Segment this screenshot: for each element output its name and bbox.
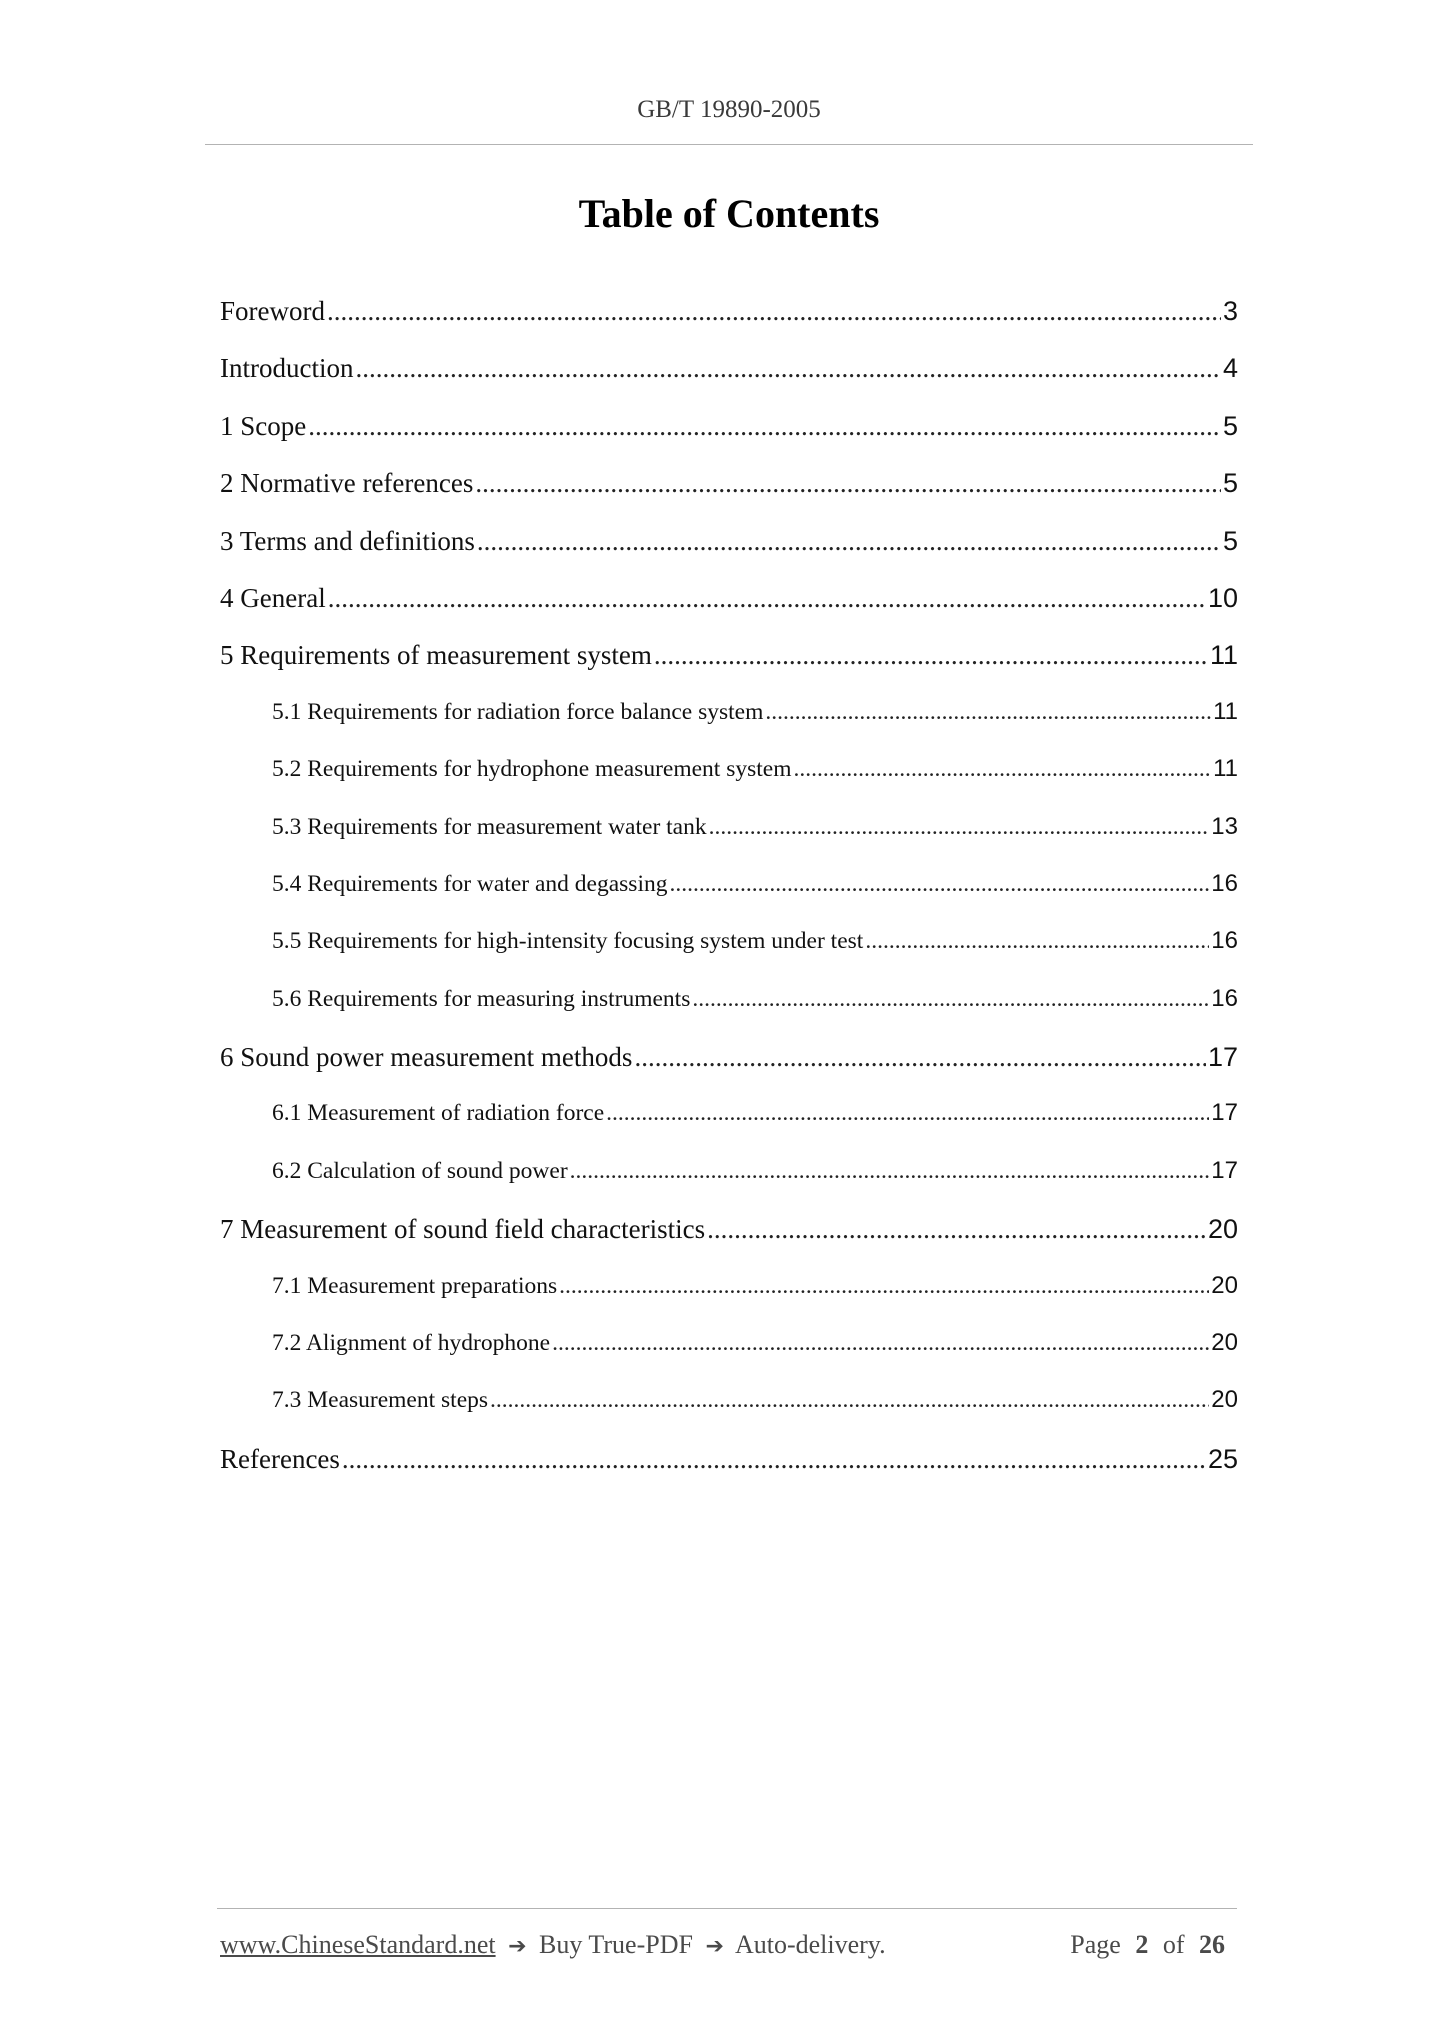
dot-leader [570, 1158, 1210, 1185]
toc-entry-title[interactable]: 7.2 Alignment of hydrophone [272, 1330, 551, 1357]
toc-entry-title[interactable]: 5.6 Requirements for measuring instruments [272, 985, 691, 1012]
toc-entry[interactable] [220, 698, 1238, 755]
toc-entry-page: 20 [1211, 1386, 1238, 1414]
toc-entry-page: 17 [1211, 1099, 1238, 1127]
dot-leader [552, 1330, 1209, 1357]
toc-entry-title[interactable]: 4 General [220, 582, 326, 613]
toc-entry-page: 5 [1222, 525, 1238, 556]
toc-entry-title[interactable]: 3 Terms and definitions [220, 525, 475, 556]
header-divider [205, 144, 1253, 145]
toc-entry[interactable] [220, 296, 1238, 353]
toc-entry[interactable] [220, 1214, 1238, 1271]
website-link[interactable]: www.ChineseStandard.net [220, 1930, 496, 1959]
dot-leader [654, 640, 1208, 671]
dot-leader [634, 1042, 1206, 1073]
dot-leader [355, 353, 1220, 384]
toc-entry[interactable] [220, 526, 1238, 583]
toc-entry[interactable] [220, 411, 1238, 468]
toc-entry-page: 16 [1211, 927, 1238, 955]
toc-entry-page: 11 [1209, 640, 1238, 671]
toc-entry[interactable] [220, 468, 1238, 525]
toc-entry-page: 16 [1211, 869, 1238, 897]
toc-entry-page: 17 [1211, 1156, 1238, 1184]
toc-entry[interactable] [220, 1329, 1238, 1386]
toc-entry[interactable] [220, 985, 1238, 1042]
toc-entry-title[interactable]: 2 Normative references [220, 468, 474, 499]
toc-entry-title[interactable]: 6.2 Calculation of sound power [272, 1157, 568, 1184]
dot-leader [475, 468, 1221, 499]
toc-entry-page: 16 [1211, 984, 1238, 1012]
dot-leader [490, 1387, 1209, 1414]
dot-leader [765, 699, 1211, 726]
dot-leader [692, 986, 1209, 1013]
toc-entry[interactable] [220, 870, 1238, 927]
toc-entry-title[interactable]: 7 Measurement of sound field characteristics [220, 1214, 706, 1245]
toc-entry[interactable] [220, 1272, 1238, 1329]
toc-entry-title[interactable]: 6.1 Measurement of radiation force [272, 1100, 605, 1127]
toc-entry-title[interactable]: Foreword [220, 296, 325, 326]
toc-entry-title[interactable]: 5.5 Requirements for high-intensity focusing system under test [272, 928, 864, 955]
footer-divider [217, 1908, 1237, 1909]
dot-leader [342, 1444, 1206, 1475]
dot-leader [606, 1100, 1209, 1127]
toc-entry-title[interactable]: 6 Sound power measurement methods [220, 1042, 633, 1073]
toc-entry-title[interactable]: 5.1 Requirements for radiation force balance system [272, 698, 764, 725]
buy-text: Buy True-PDF [539, 1930, 693, 1959]
toc-entry-title[interactable]: 1 Scope [220, 410, 307, 441]
page-indicator [1070, 1930, 1233, 1960]
toc-entry-page: 25 [1207, 1443, 1238, 1474]
footer [220, 1930, 1233, 1960]
right-arrow-icon: ➔ [508, 1934, 527, 1959]
toc-entry[interactable] [220, 755, 1238, 812]
toc-entry-page: 5 [1222, 468, 1238, 499]
page-current: 2 [1135, 1930, 1149, 1959]
toc-entry-page: 10 [1207, 582, 1238, 613]
delivery-text: Auto-delivery. [734, 1930, 886, 1959]
dot-leader [477, 526, 1221, 557]
toc-entry-page: 17 [1207, 1042, 1238, 1073]
toc-entry-page: 13 [1211, 812, 1238, 840]
toc-entry-title[interactable]: 5.4 Requirements for water and degassing [272, 870, 668, 897]
toc-entry[interactable] [220, 927, 1238, 984]
toc-entry[interactable] [220, 1444, 1238, 1501]
toc-entry-title[interactable]: 7.1 Measurement preparations [272, 1272, 558, 1299]
toc-entry-page: 5 [1222, 410, 1238, 441]
dot-leader [794, 756, 1212, 783]
toc-entry[interactable] [220, 1042, 1238, 1099]
toc-entry[interactable] [220, 1157, 1238, 1214]
dot-leader [709, 814, 1210, 841]
toc-entry-page: 3 [1222, 296, 1238, 326]
toc-entry-title[interactable]: 7.3 Measurement steps [272, 1387, 489, 1414]
dot-leader [308, 411, 1221, 442]
toc-entry-page: 20 [1211, 1329, 1238, 1357]
toc-list [220, 296, 1238, 1501]
toc-entry-title[interactable]: 5.2 Requirements for hydrophone measurement system [272, 756, 792, 783]
dot-leader [707, 1214, 1206, 1245]
toc-entry-page: 20 [1211, 1271, 1238, 1299]
dot-leader [327, 296, 1221, 327]
toc-entry-title[interactable]: Introduction [220, 353, 354, 384]
toc-entry[interactable] [220, 583, 1238, 640]
toc-entry[interactable] [220, 1386, 1238, 1443]
toc-entry[interactable] [220, 813, 1238, 870]
toc-entry-page: 4 [1222, 353, 1238, 384]
dot-leader [865, 928, 1209, 955]
toc-entry-page: 11 [1213, 697, 1238, 725]
toc-entry-title[interactable]: References [220, 1443, 340, 1474]
toc-entry-page: 11 [1213, 755, 1238, 783]
toc-entry[interactable] [220, 1099, 1238, 1156]
toc-entry-page: 20 [1207, 1214, 1238, 1245]
page-of: of [1162, 1930, 1185, 1959]
toc-entry-title[interactable]: 5.3 Requirements for measurement water tank [272, 813, 707, 840]
toc-entry[interactable] [220, 640, 1238, 697]
dot-leader [559, 1273, 1209, 1300]
page-total: 26 [1199, 1930, 1225, 1959]
toc-title: Table of Contents [578, 191, 880, 236]
toc-entry-title[interactable]: 5 Requirements of measurement system [220, 640, 652, 671]
page-label: Page [1070, 1930, 1121, 1959]
document-code: GB/T 19890-2005 [637, 96, 821, 123]
dot-leader [669, 871, 1209, 898]
dot-leader [328, 583, 1206, 614]
right-arrow-icon: ➔ [705, 1934, 724, 1959]
toc-entry[interactable] [220, 353, 1238, 410]
footer-left [220, 1930, 886, 1960]
